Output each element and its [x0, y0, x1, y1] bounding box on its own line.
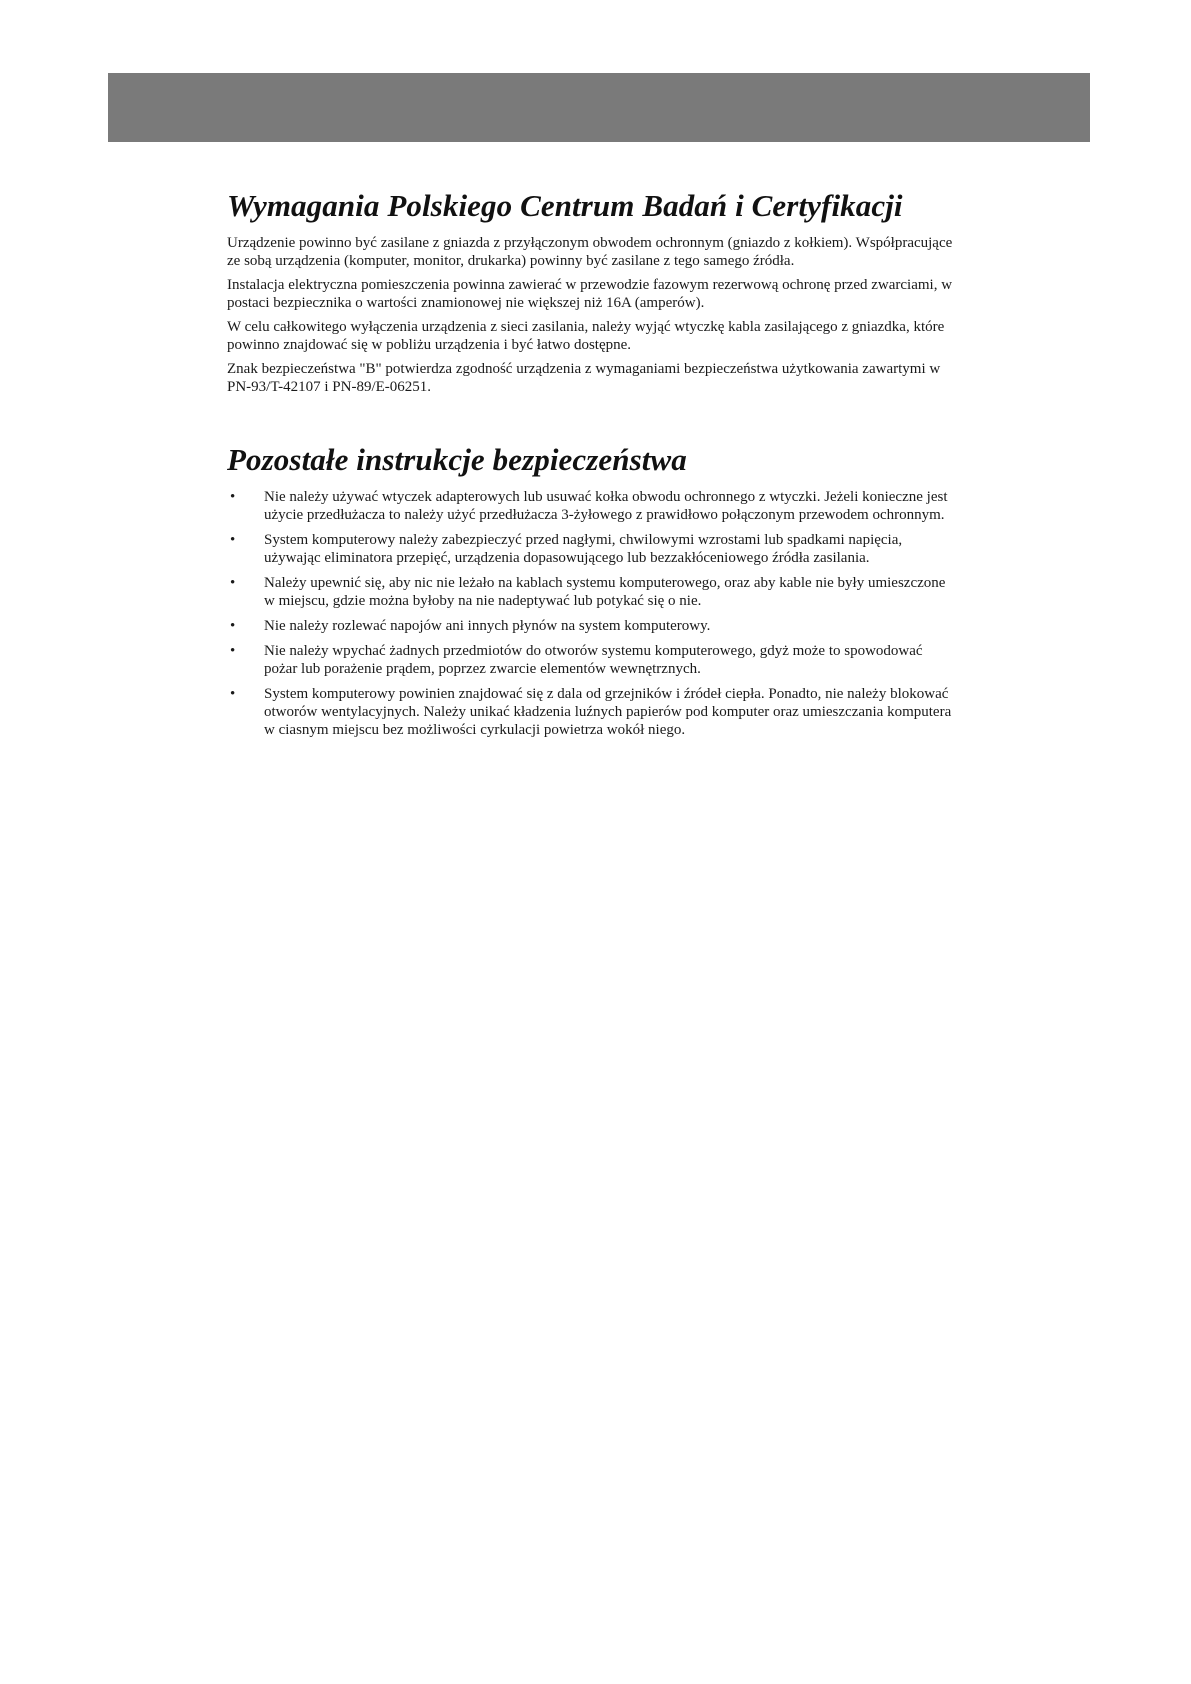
list-item-text: System komputerowy powinien znajdować się z dala od grzejników i źródeł ciepła. Ponadto, nie należy blokować otworów wentylacyjnych. Należy unikać kładzenia luźnych papierów pod komputer oraz umieszczania komputera w ciasnym miejscu bez możliwości cyrkulacji powietrza wokół niego.	[264, 686, 952, 738]
document-body	[227, 188, 957, 746]
list-item-text: Należy upewnić się, aby nic nie leżało na kablach systemu komputerowego, oraz aby kable nie były umieszczone w miejscu, gdzie można byłoby na nie nadeptywać lub potykać się o nie.	[264, 575, 946, 609]
paragraph-electrical-installation: Instalacja elektryczna pomieszczenia powinna zawierać w przewodzie fazowym rezerwową ochronę przed zwarciami, w postaci bezpiecznika o wartości znamionowej nie większej niż 16A (amperów).	[227, 277, 953, 311]
list-item-text: Nie należy rozlewać napojów ani innych płynów na system komputerowy.	[264, 618, 711, 634]
section-heading-pcbc: Wymagania Polskiego Centrum Badań i Certyfikacji	[227, 188, 903, 223]
bullet-icon: •	[230, 489, 236, 505]
paragraph-safety-mark: Znak bezpieczeństwa "B" potwierdza zgodność urządzenia z wymaganiami bezpieczeństwa użytkowania zawartymi w PN-93/T-42107 i PN-89/E-06251.	[227, 361, 941, 395]
list-item	[227, 642, 957, 678]
list-item-text: Nie należy używać wtyczek adapterowych lub usuwać kołka obwodu ochronnego z wtyczki. Jeżeli konieczne jest użycie przedłużacza to należy użyć przedłużacza 3-żyłowego z prawidłowo połączonym przewodem ochronnym.	[264, 489, 948, 523]
safety-instructions-list	[227, 488, 957, 739]
bullet-icon: •	[230, 618, 236, 634]
list-item	[227, 531, 957, 567]
paragraph-disconnect: W celu całkowitego wyłączenia urządzenia z sieci zasilania, należy wyjąć wtyczkę kabla zasilającego z gniazdka, które powinno znajdować się w pobliżu urządzenia i być łatwo dostępne.	[227, 319, 945, 353]
header-band	[108, 73, 1090, 142]
bullet-icon: •	[230, 643, 236, 659]
list-item	[227, 685, 957, 739]
list-item-text: Nie należy wpychać żadnych przedmiotów do otworów systemu komputerowego, gdyż może to spowodować pożar lub porażenie prądem, poprzez zwarcie elementów wewnętrznych.	[264, 643, 923, 677]
paragraph-power-socket: Urządzenie powinno być zasilane z gniazda z przyłączonym obwodem ochronnym (gniazdo z kołkiem). Współpracujące ze sobą urządzenia (komputer, monitor, drukarka) powinny być zasilane z tego samego źródła.	[227, 235, 953, 269]
list-item-text: System komputerowy należy zabezpieczyć przed nagłymi, chwilowymi wzrostami lub spadkami napięcia, używając eliminatora przepięć, urządzenia dopasowującego lub bezzakłóceniowego źródła zasilania.	[264, 532, 903, 566]
list-item	[227, 574, 957, 610]
list-item	[227, 488, 957, 524]
section-heading-other-safety: Pozostałe instrukcje bezpieczeństwa	[227, 442, 687, 477]
bullet-icon: •	[230, 532, 236, 548]
list-item	[227, 617, 957, 635]
bullet-icon: •	[230, 575, 236, 591]
bullet-icon: •	[230, 686, 236, 702]
